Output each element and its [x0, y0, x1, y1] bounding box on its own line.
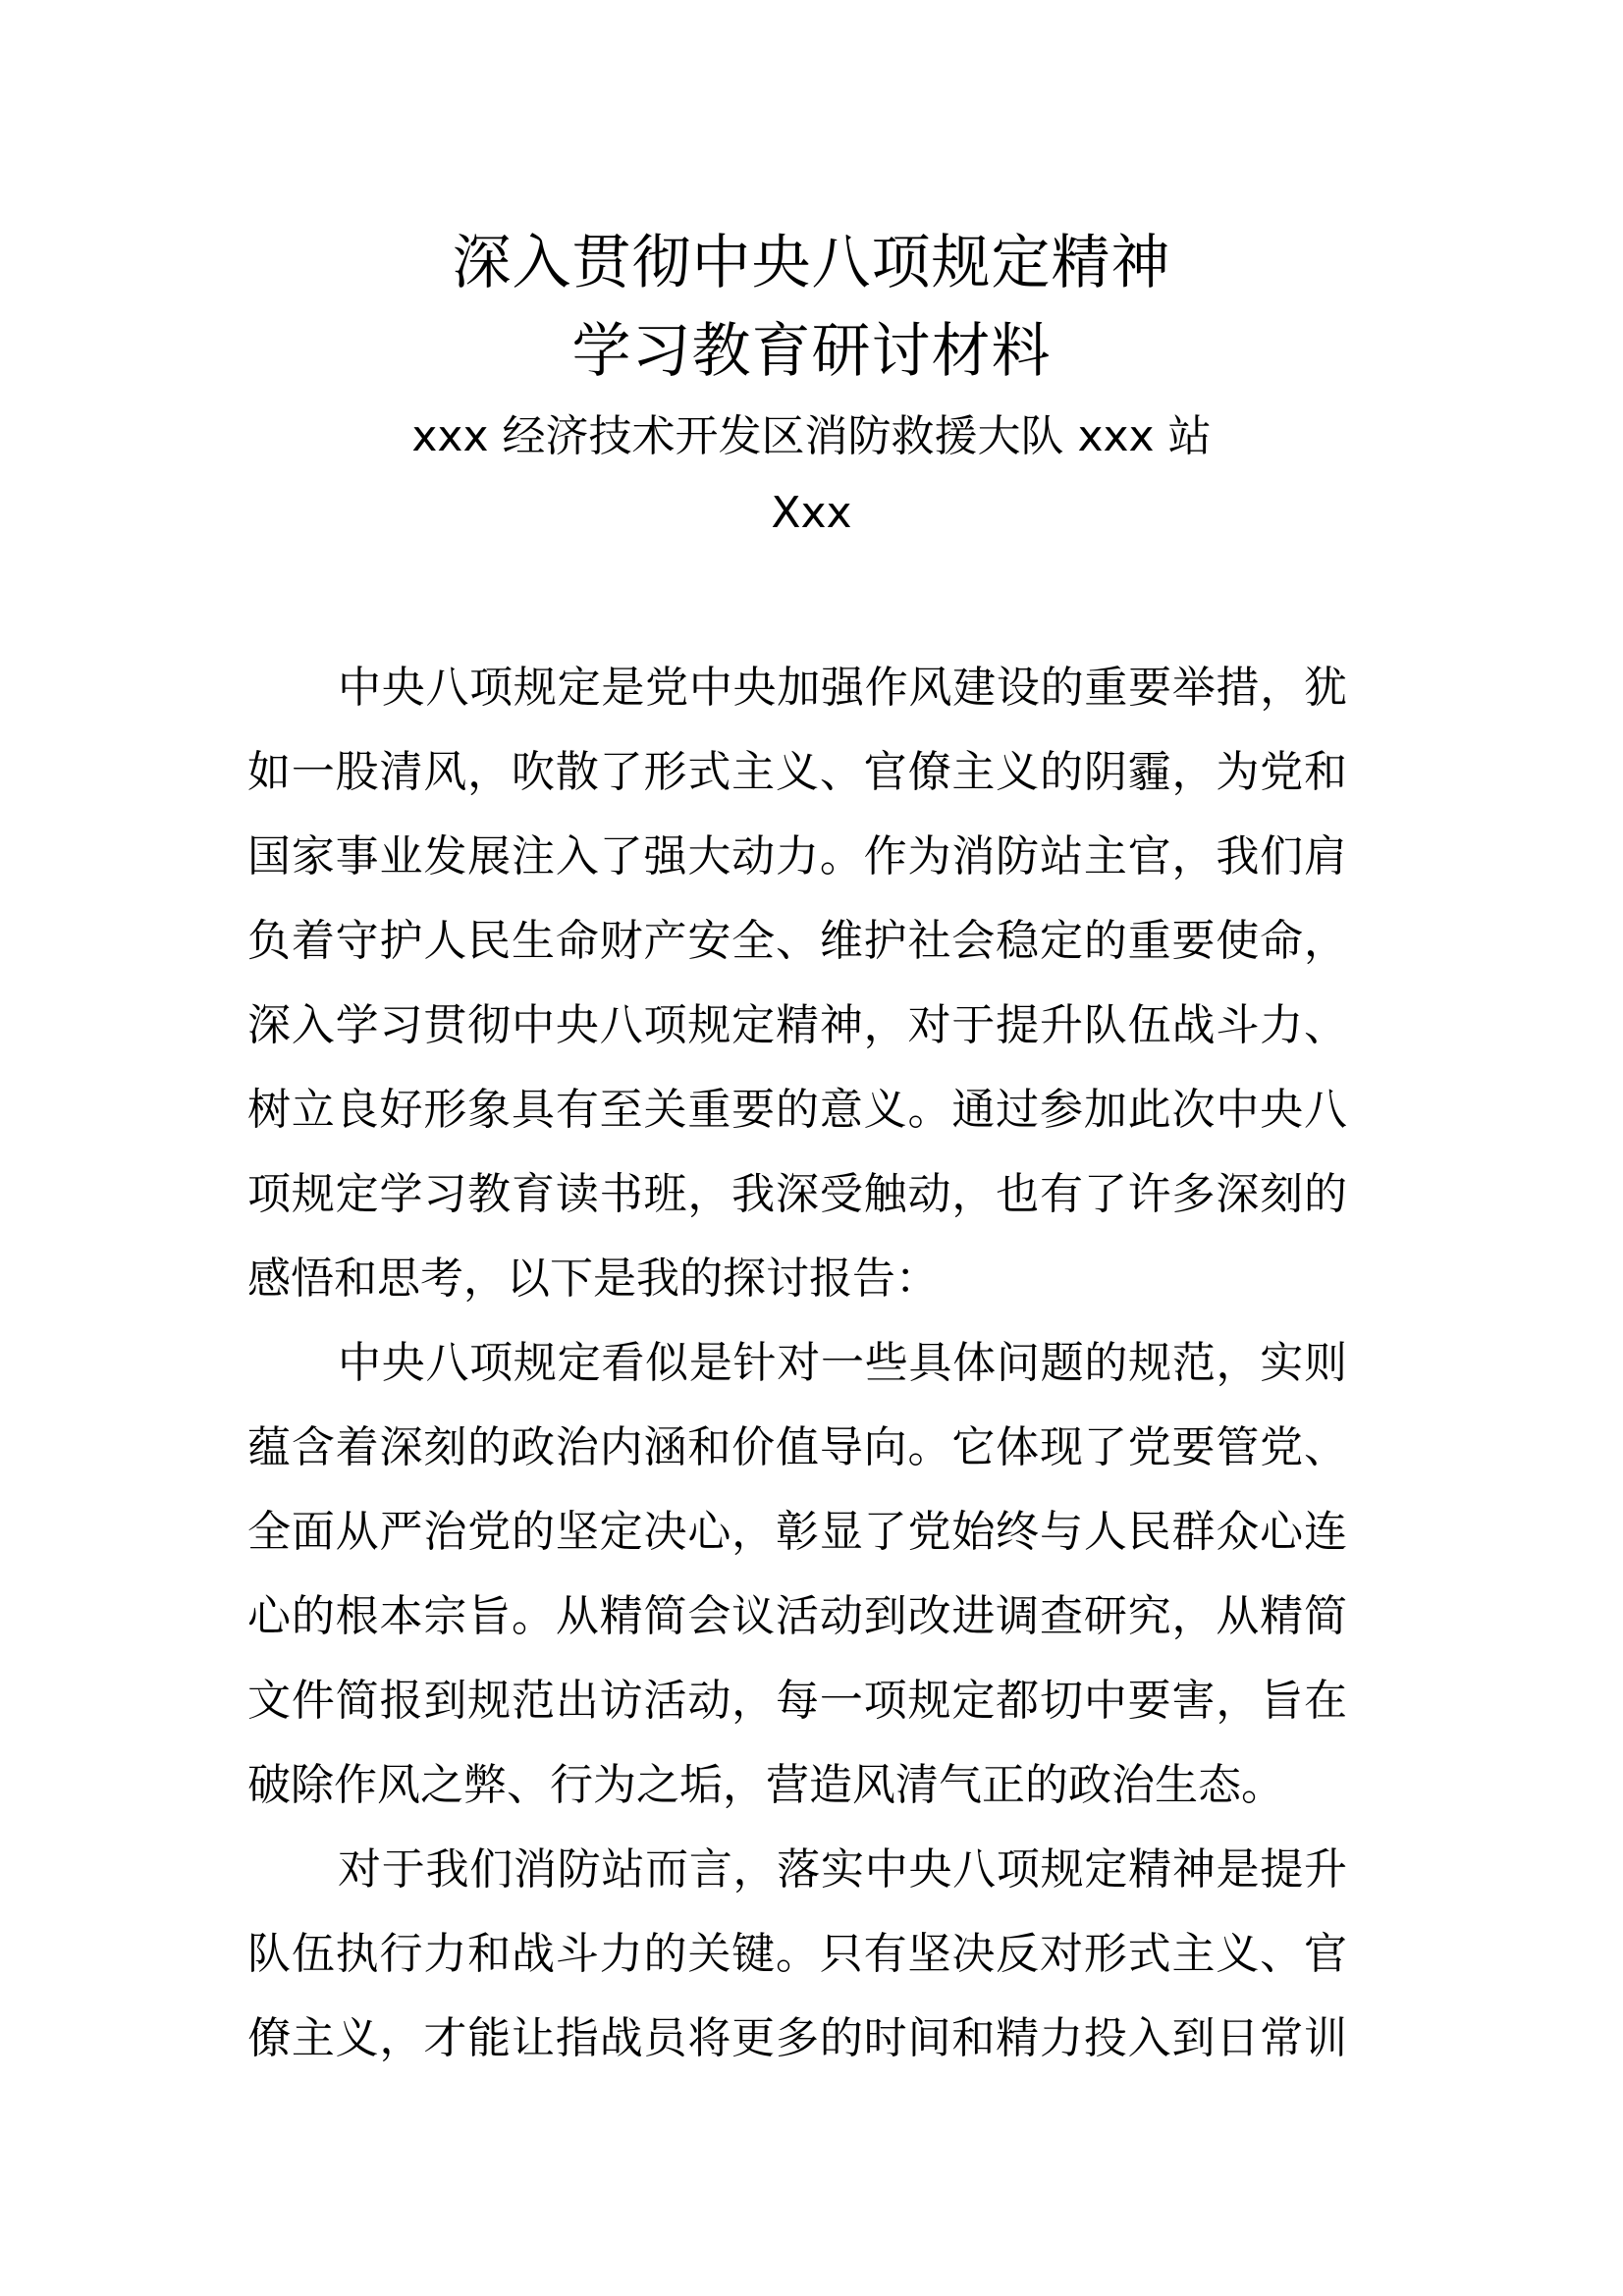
paragraph-line: 中央八项规定是党中央加强作风建设的重要举措，犹: [338, 663, 1347, 713]
paragraph-3: [247, 1828, 1347, 2081]
paragraph-line: 文件简报到规范出访活动，每一项规定都切中要害，旨在: [247, 1676, 1347, 1726]
paragraph-line: 中央八项规定看似是针对一些具体问题的规范，实则: [338, 1338, 1347, 1388]
paragraph-line: 僚主义，才能让指战员将更多的时间和精力投入到日常训: [247, 2013, 1347, 2063]
paragraph-line: 感悟和思考，以下是我的探讨报告：: [247, 1254, 939, 1304]
paragraph-1: [247, 646, 1347, 1321]
paragraph-line: 队伍执行力和战斗力的关键。只有坚决反对形式主义、官: [247, 1929, 1347, 1979]
paragraph-line: 树立良好形象具有至关重要的意义。通过参加此次中央八: [247, 1085, 1347, 1135]
paragraph-line: 破除作风之弊、行为之垢，营造风清气正的政治生态。: [247, 1760, 1284, 1810]
paragraph-line: 深入学习贯彻中央八项规定精神，对于提升队伍战斗力、: [247, 1000, 1347, 1050]
paragraph-line: 项规定学习教育读书班，我深受触动，也有了许多深刻的: [247, 1169, 1347, 1219]
document-title-line-2: 学习教育研讨材料: [571, 317, 1052, 386]
paragraph-line: 如一股清风，吹散了形式主义、官僚主义的阴霾，为党和: [247, 747, 1347, 797]
paragraph-2: [247, 1321, 1347, 1828]
document-author: Xxx: [771, 488, 852, 538]
paragraph-line: 负着守护人民生命财产安全、维护社会稳定的重要使命，: [247, 916, 1347, 966]
paragraph-line: 国家事业发展注入了强大动力。作为消防站主官，我们肩: [247, 831, 1347, 881]
document-title-line-1: 深入贯彻中央八项规定精神: [452, 229, 1171, 297]
paragraph-line: 对于我们消防站而言，落实中央八项规定精神是提升: [338, 1844, 1347, 1895]
document-body: [247, 646, 1347, 2081]
paragraph-line: 全面从严治党的坚定决心，彰显了党始终与人民群众心连: [247, 1507, 1347, 1557]
document-unit: xxx 经济技术开发区消防救援大队 xxx 站: [411, 411, 1212, 461]
paragraph-line: 心的根本宗旨。从精简会议活动到改进调查研究，从精简: [247, 1591, 1347, 1641]
paragraph-line: 蕴含着深刻的政治内涵和价值导向。它体现了党要管党、: [247, 1422, 1347, 1472]
